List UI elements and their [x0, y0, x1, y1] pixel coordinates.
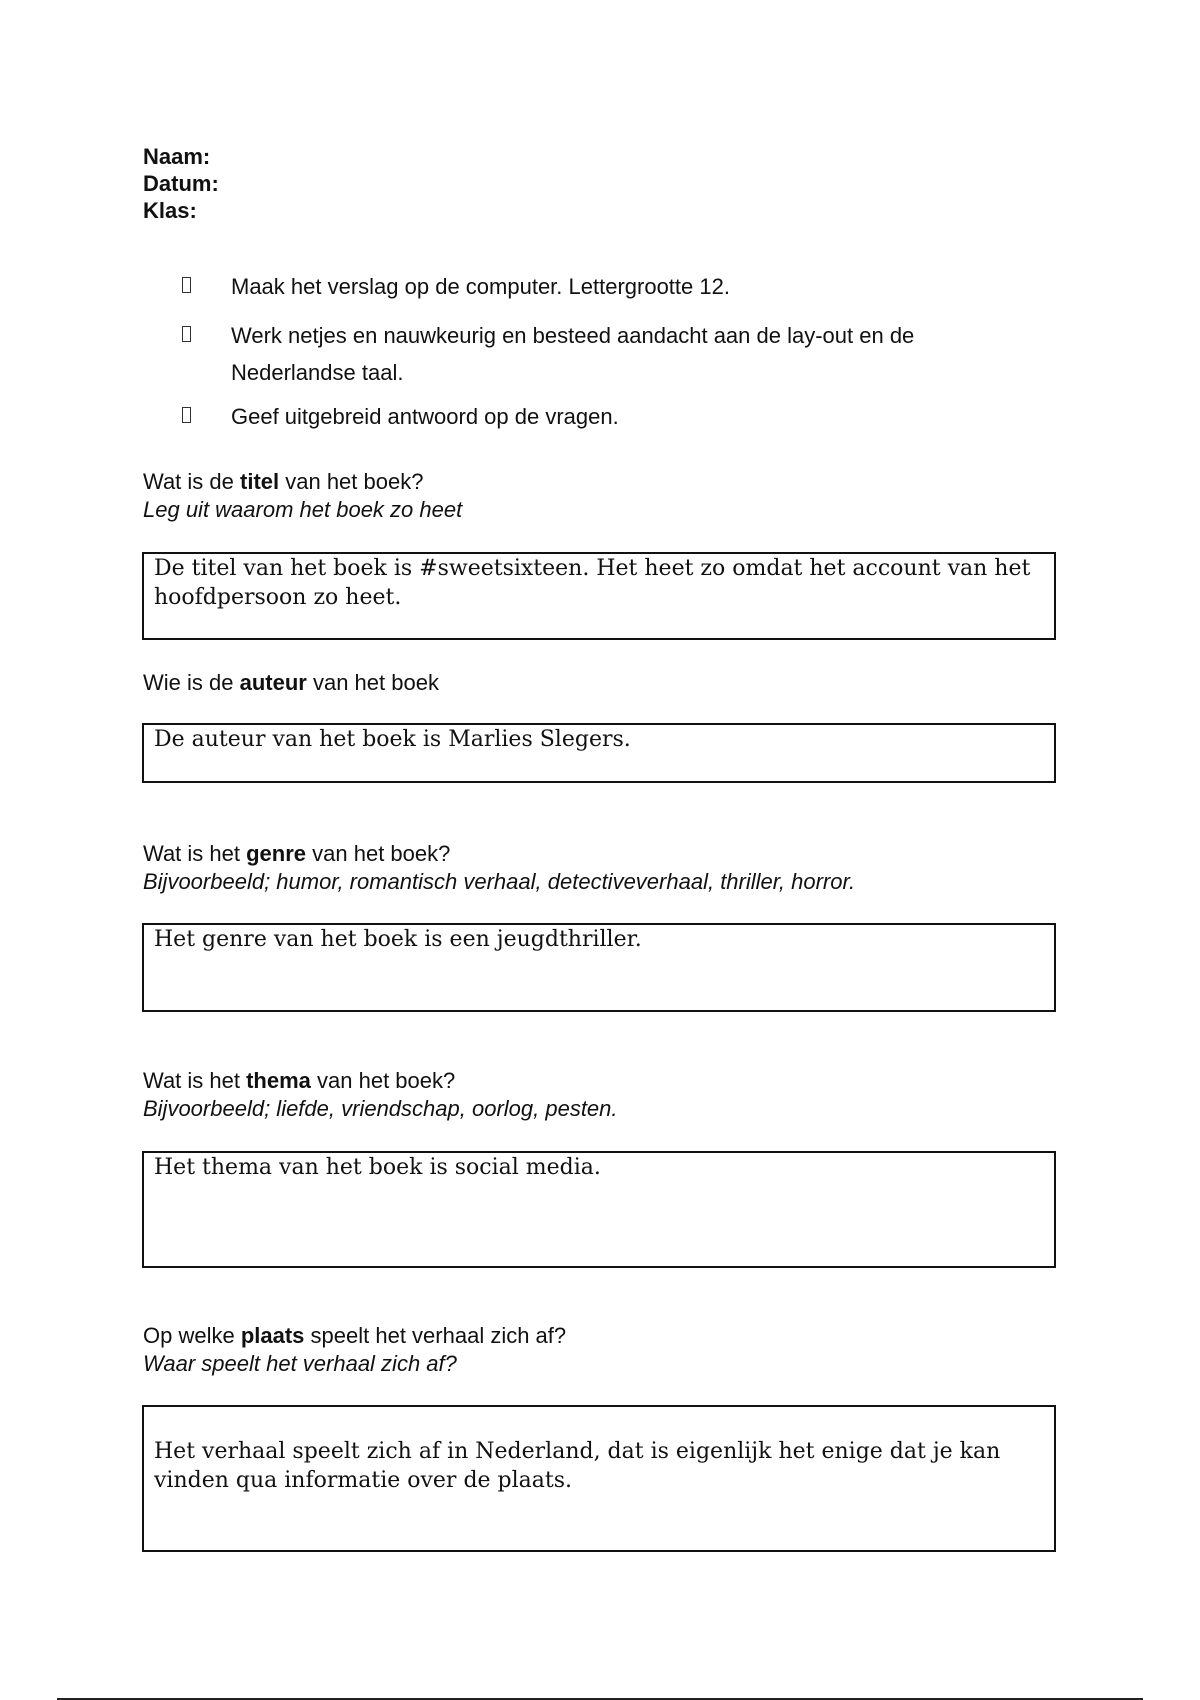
question-auteur [143, 669, 1103, 697]
student-info-block [143, 143, 219, 224]
instruction-text: Geef uitgebreid antwoord op de vragen. [231, 404, 619, 429]
question-text: Wat is de titel van het boek? [143, 469, 424, 494]
answer-box-genre[interactable]: Het genre van het boek is een jeugdthriller. [142, 923, 1056, 1012]
instruction-item [182, 398, 1042, 435]
question-text: Op welke plaats speelt het verhaal zich af? [143, 1323, 567, 1348]
naam-label: Naam: [143, 144, 211, 169]
answer-box-plaats[interactable]: Het verhaal speelt zich af in Nederland, dat is eigenlijk het enige dat je kan vinden qua informatie over de plaats. [142, 1405, 1056, 1552]
answer-box-thema[interactable]: Het thema van het boek is social media. [142, 1151, 1056, 1268]
instruction-text: Maak het verslag op de computer. Lettergrootte 12. [231, 274, 730, 299]
instruction-item [182, 317, 1042, 391]
question-keyword: plaats [240, 1323, 305, 1348]
question-hint: Leg uit waarom het boek zo heet [143, 497, 463, 522]
question-keyword: thema [246, 1068, 311, 1093]
instruction-text: Werk netjes en nauwkeurig en besteed aandacht aan de lay-out en de Nederlandse taal. [231, 323, 915, 385]
square-bullet-icon [182, 326, 191, 342]
question-text: Wat is het genre van het boek? [143, 841, 451, 866]
question-hint: Waar speelt het verhaal zich af? [143, 1351, 457, 1376]
klas-label: Klas: [143, 198, 197, 223]
answer-box-auteur[interactable]: De auteur van het boek is Marlies Slegers. [142, 723, 1056, 783]
question-genre [143, 840, 1103, 896]
question-hint: Bijvoorbeeld; liefde, vriendschap, oorlog, pesten. [143, 1096, 618, 1121]
square-bullet-icon [182, 407, 191, 423]
question-titel [143, 468, 1103, 524]
question-plaats [143, 1322, 1103, 1378]
question-thema [143, 1067, 1103, 1123]
square-bullet-icon [182, 277, 191, 293]
instruction-item [182, 268, 1042, 305]
answer-box-titel[interactable]: De titel van het boek is #sweetsixteen. Het heet zo omdat het account van het hoofdpersoon zo heet. [142, 552, 1056, 640]
question-keyword: titel [240, 469, 280, 494]
question-hint: Bijvoorbeeld; humor, romantisch verhaal, detectiveverhaal, thriller, horror. [143, 869, 856, 894]
question-keyword: auteur [239, 670, 307, 695]
question-text: Wie is de auteur van het boek [143, 670, 439, 695]
question-keyword: genre [246, 841, 307, 866]
question-text: Wat is het thema van het boek? [143, 1068, 456, 1093]
datum-label: Datum: [143, 171, 219, 196]
